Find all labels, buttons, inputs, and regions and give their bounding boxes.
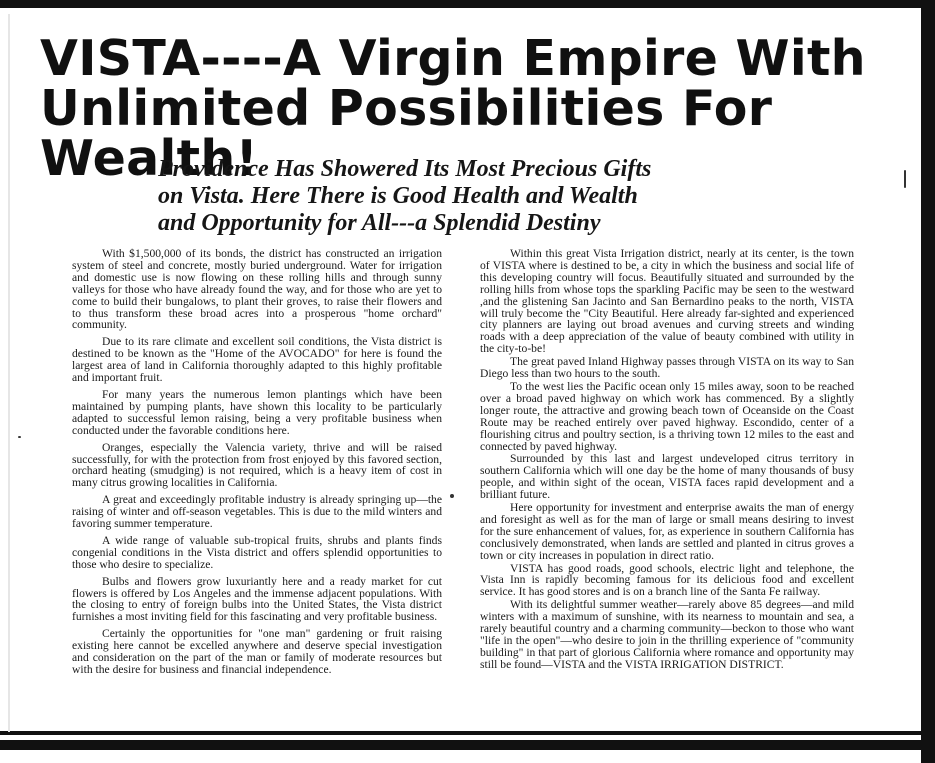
subheadline-line-3: and Opportunity for All---a Splendid Destiny [158,210,601,236]
paragraph: Bulbs and flowers grow luxuriantly here and a ready market for cut flowers is offered by Los Angeles and the immense adjacent populations. With the closing to entry of foreign bulbs into the United States, the Vista district furnishes a most inviting field for this fascinating and very profitable business. [72,574,442,624]
paragraph: Due to its rare climate and excellent soil conditions, the Vista district is destined to be known as the "Home of the AVOCADO" for here is found the largest area of land in California thoroughly adapted to this highly profitable and important fruit. [72,335,442,385]
subheadline-line-2: on Vista. Here There is Good Health and Wealth [158,183,638,209]
ink-speck [18,436,21,438]
headline-line-2: Unlimited Possibilities For Wealth! [40,80,773,187]
headline-line-1: VISTA----A Virgin Empire With [40,30,866,87]
ink-speck [904,170,906,188]
paragraph: Surrounded by this last and largest undeveloped citrus territory in southern California which will one day be the home of many thousands of busy people, and within sight of the ocean, VISTA faces rapid development and a brilliant future. [480,452,854,502]
paragraph: Here opportunity for investment and enterprise awaits the man of energy and foresight as well as for the man of large or small means desiring to invest for the sure enhancement of values, for, as experience in southern California has conclusively demonstrated, when lands are settled and planted in citrus groves a town or city increases in population in direct ratio. [480,501,854,562]
paragraph: Certainly the opportunities for "one man" gardening or fruit raising existing here cannot be excelled anywhere and deserve special investigation and consideration on the part of the man or family of moderate resources but with the desire for business and financial independence. [72,627,442,676]
ink-speck [450,494,454,498]
paragraph: A great and exceedingly profitable industry is already springing up—the raising of winter and off-season vegetables. This is due to the mild winters and favoring summer temperature. [72,493,442,531]
left-gutter [8,14,10,732]
subheadline-line-1: Providence Has Showered Its Most Precious Gifts [158,156,652,182]
right-column [480,248,854,672]
bottom-border [0,740,935,750]
paragraph: Oranges, especially the Valencia variety, thrive and will be raised successfully, for with the protection from frost enjoyed by this favored section, orchard heating (smudging) is not required, which is a heavy item of cost in many citrus growing localities in California. [72,440,442,490]
bottom-rule [0,731,921,735]
paragraph: A wide range of valuable sub-tropical fruits, shrubs and plants finds congenial conditions in the Vista district and offers splendid opportunities to those who desire to specialize. [72,533,442,571]
top-border [0,0,935,8]
paragraph: With $1,500,000 of its bonds, the district has constructed an irrigation system of steel and concrete, mostly buried underground. Water for irrigation and domestic use is now flowing on these rolling hills and through sunny valleys for those who have already found the way, and for those who are yet to come to build their bungalows, to plant their groves, to raise their flowers and to thus transform these broad acres into a prosperous "home orchard" community. [72,247,442,332]
left-column [72,248,442,681]
paragraph: VISTA has good roads, good schools, electric light and telephone, the Vista Inn is rapidly becoming famous for its delicious food and excellent service. It has good stores and is on a branch line of the Santa Fe railway. [480,561,854,599]
subheadline [158,156,818,237]
paragraph: The great paved Inland Highway passes through VISTA on its way to San Diego less than two hours to the south. [480,355,854,381]
right-border [921,0,935,763]
paragraph: For many years the numerous lemon plantings which have been maintained by pumping plants, have shown this locality to be particularly adapted to successful lemon raising, being a very profitable business when conducted under the favorable conditions here. [72,387,442,437]
paragraph: With its delightful summer weather—rarely above 85 degrees—and mild winters with a maximum of sunshine, with its nearness to mountain and sea, a rarely beautiful country and a charming community—beckon to those who want "life in the open"—who desire to join in the thrilling experience of "community building" in that part of glorious California where romance and opportunity may still be found—VISTA and the VISTA IRRIGATION DISTRICT. [480,598,854,671]
paragraph: Within this great Vista Irrigation district, nearly at its center, is the town of VISTA where is destined to be, a city in which the business and social life of this developing country will focus. Beautifully situated and surrounded by the rolling hills from whose tops the sparkling Pacific may be seen to the westward ,and the glistening San Jacinto and San Bernardino peaks to the north, VISTA will truly become the "City Beautiful. Here already far-sighted and experienced city planners are laying out broad avenues and curving streets and winding roads with a deep appreciation of the value of beauty combined with utility in the city-to-be! [480,247,854,356]
paragraph: To the west lies the Pacific ocean only 15 miles away, soon to be reached over a broad paved highway on which work has commenced. By a slightly longer route, the attractive and growing beach town of Oceanside on the Coast Route may be reached entirely over paved highway. Escondido, center of a flourishing citrus and poultry section, is a thriving town 12 miles to the east and connected by paved highway. [480,379,854,453]
